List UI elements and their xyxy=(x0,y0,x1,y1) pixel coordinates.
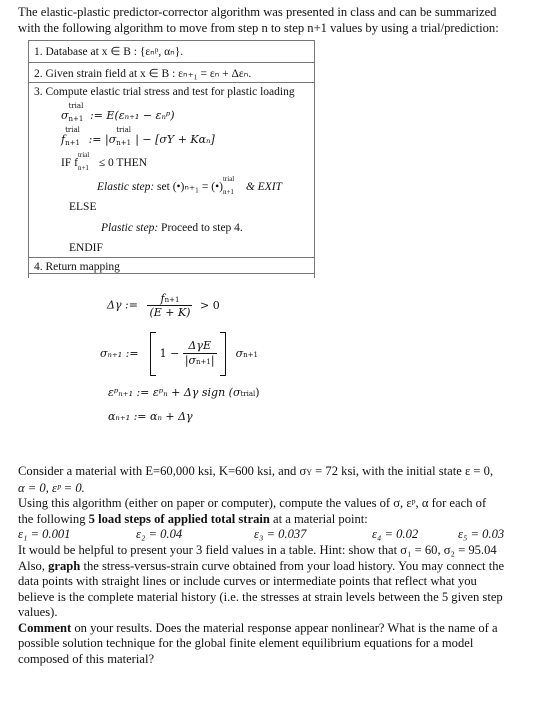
problem-line-10a: Comment xyxy=(18,620,72,635)
plastic-step-line xyxy=(101,222,243,234)
plastic-strain-update xyxy=(108,386,260,399)
trial-stress-rhs: := E(εₙ₊₁ − εₙᵖ) xyxy=(90,109,175,122)
plastic-strain-update-sup: trial xyxy=(240,390,256,398)
problem-line-4b: 5 load steps of applied total strain xyxy=(88,511,270,526)
problem-line-12: composed of this material? xyxy=(18,651,155,666)
strain-value-2: ε₂ = 0.04 xyxy=(136,527,183,541)
problem-line-1c: = 72 ksi, with the initial state ε = 0, xyxy=(312,464,494,478)
stress-update-tail-sub: n+1 xyxy=(243,351,258,359)
problem-line-3: Using this algorithm (either on paper or computer), compute the values of σ, εᵖ, α for each of xyxy=(18,496,487,510)
problem-line-10 xyxy=(18,621,544,637)
stress-update-den-sigma: |σ xyxy=(184,354,197,367)
problem-line-11: possible solution technique for the global finite element equilibrium equations for a model xyxy=(18,636,474,650)
plastic-step-text: Proceed to step 4. xyxy=(161,222,243,234)
algorithm-step-3: 3. Compute elastic trial stress and test for plastic loading xyxy=(29,82,314,98)
elastic-step-line xyxy=(97,175,282,196)
problem-line-6 xyxy=(18,559,544,575)
problem-statement xyxy=(18,464,544,667)
elastic-exit: & EXIT xyxy=(245,181,282,193)
delta-gamma-denominator: (E + K) xyxy=(149,306,191,319)
else-keyword: ELSE xyxy=(69,201,97,213)
elastic-superscript: trial xyxy=(222,175,235,183)
yield-rhs-b: | − [σY + Kαₙ] xyxy=(135,133,215,146)
problem-line-5: It would be helpful to present your 3 field values in a table. Hint: show that σ₁ = 60, σ₂ = 95.04 xyxy=(18,543,497,557)
strain-value-1: ε₁ = 0.001 xyxy=(18,527,71,541)
intro-paragraph xyxy=(18,4,546,36)
if-then: ≤ 0 THEN xyxy=(98,157,148,169)
trial-stress-equation xyxy=(61,102,175,123)
stress-update-denominator: |σn+1| xyxy=(184,354,215,367)
problem-line-2: α = 0, εᵖ = 0. xyxy=(18,480,85,495)
problem-line-6b: graph xyxy=(48,558,81,573)
problem-line-4a: the following xyxy=(18,511,89,526)
delta-gamma-num-sub: n+1 xyxy=(164,296,180,304)
delta-gamma-num-f: f xyxy=(160,292,165,305)
delta-gamma-rhs: > 0 xyxy=(199,298,220,312)
yield-trial-superscript: trial xyxy=(65,126,80,134)
stress-update-lhs: σₙ₊₁ := xyxy=(100,347,139,360)
problem-line-1a: Consider a material with xyxy=(18,464,146,478)
left-bracket xyxy=(150,332,156,376)
problem-line-1b: E=60,000 ksi, K=600 ksi, and σ xyxy=(145,464,307,478)
problem-line-10b: on your results. Does the material response appear nonlinear? What is the name of a xyxy=(71,620,498,635)
strain-value-3: ε₃ = 0.037 xyxy=(254,527,307,541)
intro-line-2: with the following algorithm to move from step n to step n+1 values by using a trial/prediction: xyxy=(18,21,499,35)
problem-line-8: believe is the complete material history (i.e. the stresses at strain levels between the 5 given step xyxy=(18,589,503,604)
yield-function-symbol: f xyxy=(61,133,66,146)
alpha-update: αₙ₊₁ := αₙ + Δγ xyxy=(108,410,193,423)
plastic-strain-update-close: ) xyxy=(255,386,260,399)
plastic-strain-update-text: εᵖₙ₊₁ := εᵖₙ + Δγ sign (σ xyxy=(108,386,241,399)
algorithm-step-2: 2. Given strain field at x ∈ B : εₙ₊₁ = εₙ + Δεₙ. xyxy=(29,62,314,80)
problem-line-6c: the stress-versus-strain curve obtained from your load history. You may connect the xyxy=(80,558,505,573)
problem-line-6a: Also, xyxy=(18,558,49,573)
algorithm-box xyxy=(28,40,315,278)
trial-superscript: trial xyxy=(68,102,84,110)
algorithm-step-1: 1. Database at x ∈ B : {εₙᵖ, αₙ}. xyxy=(34,46,184,58)
yield-function-equation xyxy=(61,126,215,147)
problem-line-7: data points with straight lines or include curves or intermediate points that reflect what you xyxy=(18,574,477,588)
strain-value-4: ε₄ = 0.02 xyxy=(372,527,419,541)
delta-gamma-numerator xyxy=(147,292,192,306)
if-subscript: n+1 xyxy=(77,164,89,172)
problem-line-9: values). xyxy=(18,605,58,619)
strain-values-row xyxy=(18,527,544,543)
if-condition xyxy=(61,151,148,172)
trial-subscript: n+1 xyxy=(68,115,84,123)
yield-rhs-a: := |σ xyxy=(88,133,117,146)
strain-value-5: ε₅ = 0.03 xyxy=(458,527,505,541)
yield-trial-subscript: n+1 xyxy=(65,139,80,147)
yield-sigma-superscript: trial xyxy=(116,126,132,134)
if-superscript: trial xyxy=(77,151,90,159)
problem-line-4c: at a material point: xyxy=(269,511,368,526)
elastic-subscript: n+1 xyxy=(222,188,234,196)
stress-update-one: 1 − xyxy=(159,347,180,360)
problem-line-1: Consider a material with E=60,000 ksi, K=600 ksi, and σY = 72 ksi, with the initial state ε = 0, xyxy=(18,464,494,478)
stress-update-den-sub: n+1 xyxy=(196,358,211,366)
stress-update-equation xyxy=(100,330,258,378)
if-keyword: IF f xyxy=(61,157,78,169)
delta-gamma-equation xyxy=(107,292,220,319)
delta-gamma-lhs: Δγ := xyxy=(107,298,138,312)
yield-sigma-subscript: n+1 xyxy=(116,139,132,147)
stress-update-numerator: ΔγE xyxy=(183,339,217,354)
trial-stress-symbol: σ xyxy=(61,109,69,122)
plastic-step-label: Plastic step: xyxy=(101,222,159,234)
algorithm-step-4: 4. Return mapping xyxy=(29,257,314,274)
stress-update-tail: σ xyxy=(235,347,244,360)
intro-line-1: The elastic-plastic predictor-corrector algorithm was presented in class and can be summarized xyxy=(18,5,497,19)
right-bracket xyxy=(220,332,226,376)
problem-line-4 xyxy=(18,512,544,528)
elastic-step-label: Elastic step: xyxy=(97,181,155,193)
endif-keyword: ENDIF xyxy=(69,242,103,254)
elastic-step-set: set (•)ₙ₊₁ = (•) xyxy=(157,181,223,193)
